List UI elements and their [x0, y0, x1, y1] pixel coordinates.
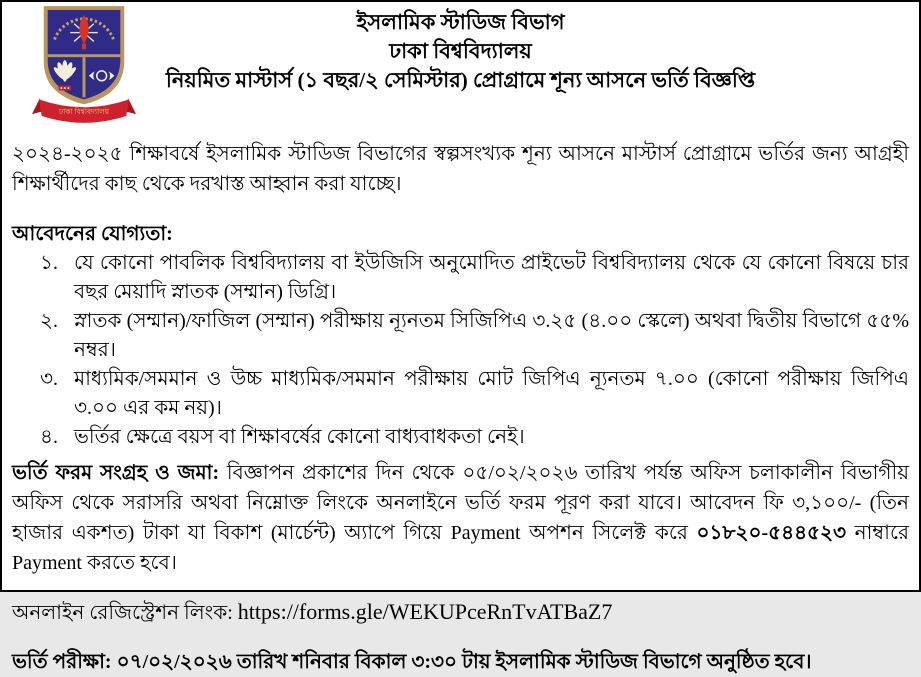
list-item	[12, 423, 909, 452]
registration-label: অনলাইন রেজিস্ট্রেশন লিংক:	[12, 602, 238, 624]
list-item-text: যে কোনো পাবলিক বিশ্ববিদ্যালয় বা ইউজিসি অনুমোদিত প্রাইভেট বিশ্ববিদ্যালয় থেকে যে কোনো বিষয়ে চার বছর মেয়াদি স্নাতক (সম্মান) ডিগ্রি।	[74, 252, 909, 303]
form-collection-paragraph	[12, 458, 909, 578]
list-item-text: ভর্তির ক্ষেত্রে বয়স বা শিক্ষাবর্ষের কোনো বাধ্যবাধকতা নেই।	[74, 426, 525, 448]
list-marker: ১.	[40, 252, 58, 274]
exam-schedule-line: ভর্তি পরীক্ষা: ০৭/০২/২০২৬ তারিখ শনিবার বিকাল ৩:৩০ টায় ইসলামিক স্টাডিজ বিভাগে অনুষ্ঠিত হবে।	[12, 651, 812, 673]
university-title: ঢাকা বিশ্ববিদ্যালয়	[389, 39, 532, 63]
list-item	[12, 249, 909, 307]
eligibility-heading: আবেদনের যোগ্যতা:	[12, 223, 173, 245]
ribbon-text: ঢাকা বিশ্ববিদ্যালয়	[59, 107, 109, 117]
notice-header	[2, 2, 919, 95]
list-item-text: মাধ্যমিক/সমমান ও উচ্চ মাধ্যমিক/সমমান পরীক্ষায় মোট জিপিএ ন্যূনতম ৭.০০ (কোনো পরীক্ষায় জিপিএ ৩.০০ এর কম নয়)।	[74, 368, 909, 419]
notice-title: নিয়মিত মাস্টার্স (১ বছর/২ সেমিস্টার) প্রোগ্রামে শূন্য আসনে ভর্তি বিজ্ঞপ্তি	[165, 68, 756, 92]
intro-paragraph: ২০২৪-২০২৫ শিক্ষাবর্ষে ইসলামিক স্টাডিজ বিভাগের স্বল্পসংখ্যক শূন্য আসনে মাস্টার্স প্রোগ্রামে ভর্তির জন্য আগ্রহী শিক্ষার্থীদের কাছ থেকে দরখাস্ত আহ্বান করা যাচ্ছে।	[12, 143, 909, 195]
department-title: ইসলামিক স্টাডিজ বিভাগ	[356, 10, 565, 34]
list-item	[12, 307, 909, 365]
list-marker: ৩.	[40, 368, 59, 390]
list-marker: ২.	[40, 310, 59, 332]
form-collection-text-end: নাম্বারে Payment করতে হবে।	[12, 522, 909, 574]
dhaka-university-logo	[30, 4, 138, 126]
payment-number: ০১৮২০-৫৪৪৫২৩	[696, 522, 847, 544]
list-item	[12, 365, 909, 423]
form-collection-heading: ভর্তি ফরম সংগ্রহ ও জমা:	[12, 462, 220, 484]
registration-line	[12, 598, 909, 627]
eligibility-list	[12, 249, 909, 452]
list-item-text: স্নাতক (সম্মান)/ফাজিল (সম্মান) পরীক্ষায় ন্যূনতম সিজিপিএ ৩.২৫ (৪.০০ স্কেলে) অথবা দ্বিতীয় বিভাগে ৫৫% নম্বর।	[74, 310, 909, 361]
university-crest-icon	[30, 4, 138, 126]
notice-body	[2, 139, 919, 677]
registration-link[interactable]: https://forms.gle/WEKUPceRnTvATBaZ7	[237, 599, 613, 624]
list-marker: ৪.	[40, 426, 58, 448]
form-collection-text: বিজ্ঞাপন প্রকাশের দিন থেকে ০৫/০২/২০২৬ তারিখ পর্যন্ত অফিস চলাকালীন বিভাগীয় অফিস থেকে সরাসরি অথবা নিম্নোক্ত লিংকে অনলাইনে ভর্তি ফরম পূরণ করা যাবে। আবেদন ফি ৩,১০০/- (তিন হাজার একশত) টাকা যা বিকাশ (মার্চেন্ট) অ্যাপে গিয়ে Payment অপশন সিলেক্ট করে	[12, 462, 909, 544]
